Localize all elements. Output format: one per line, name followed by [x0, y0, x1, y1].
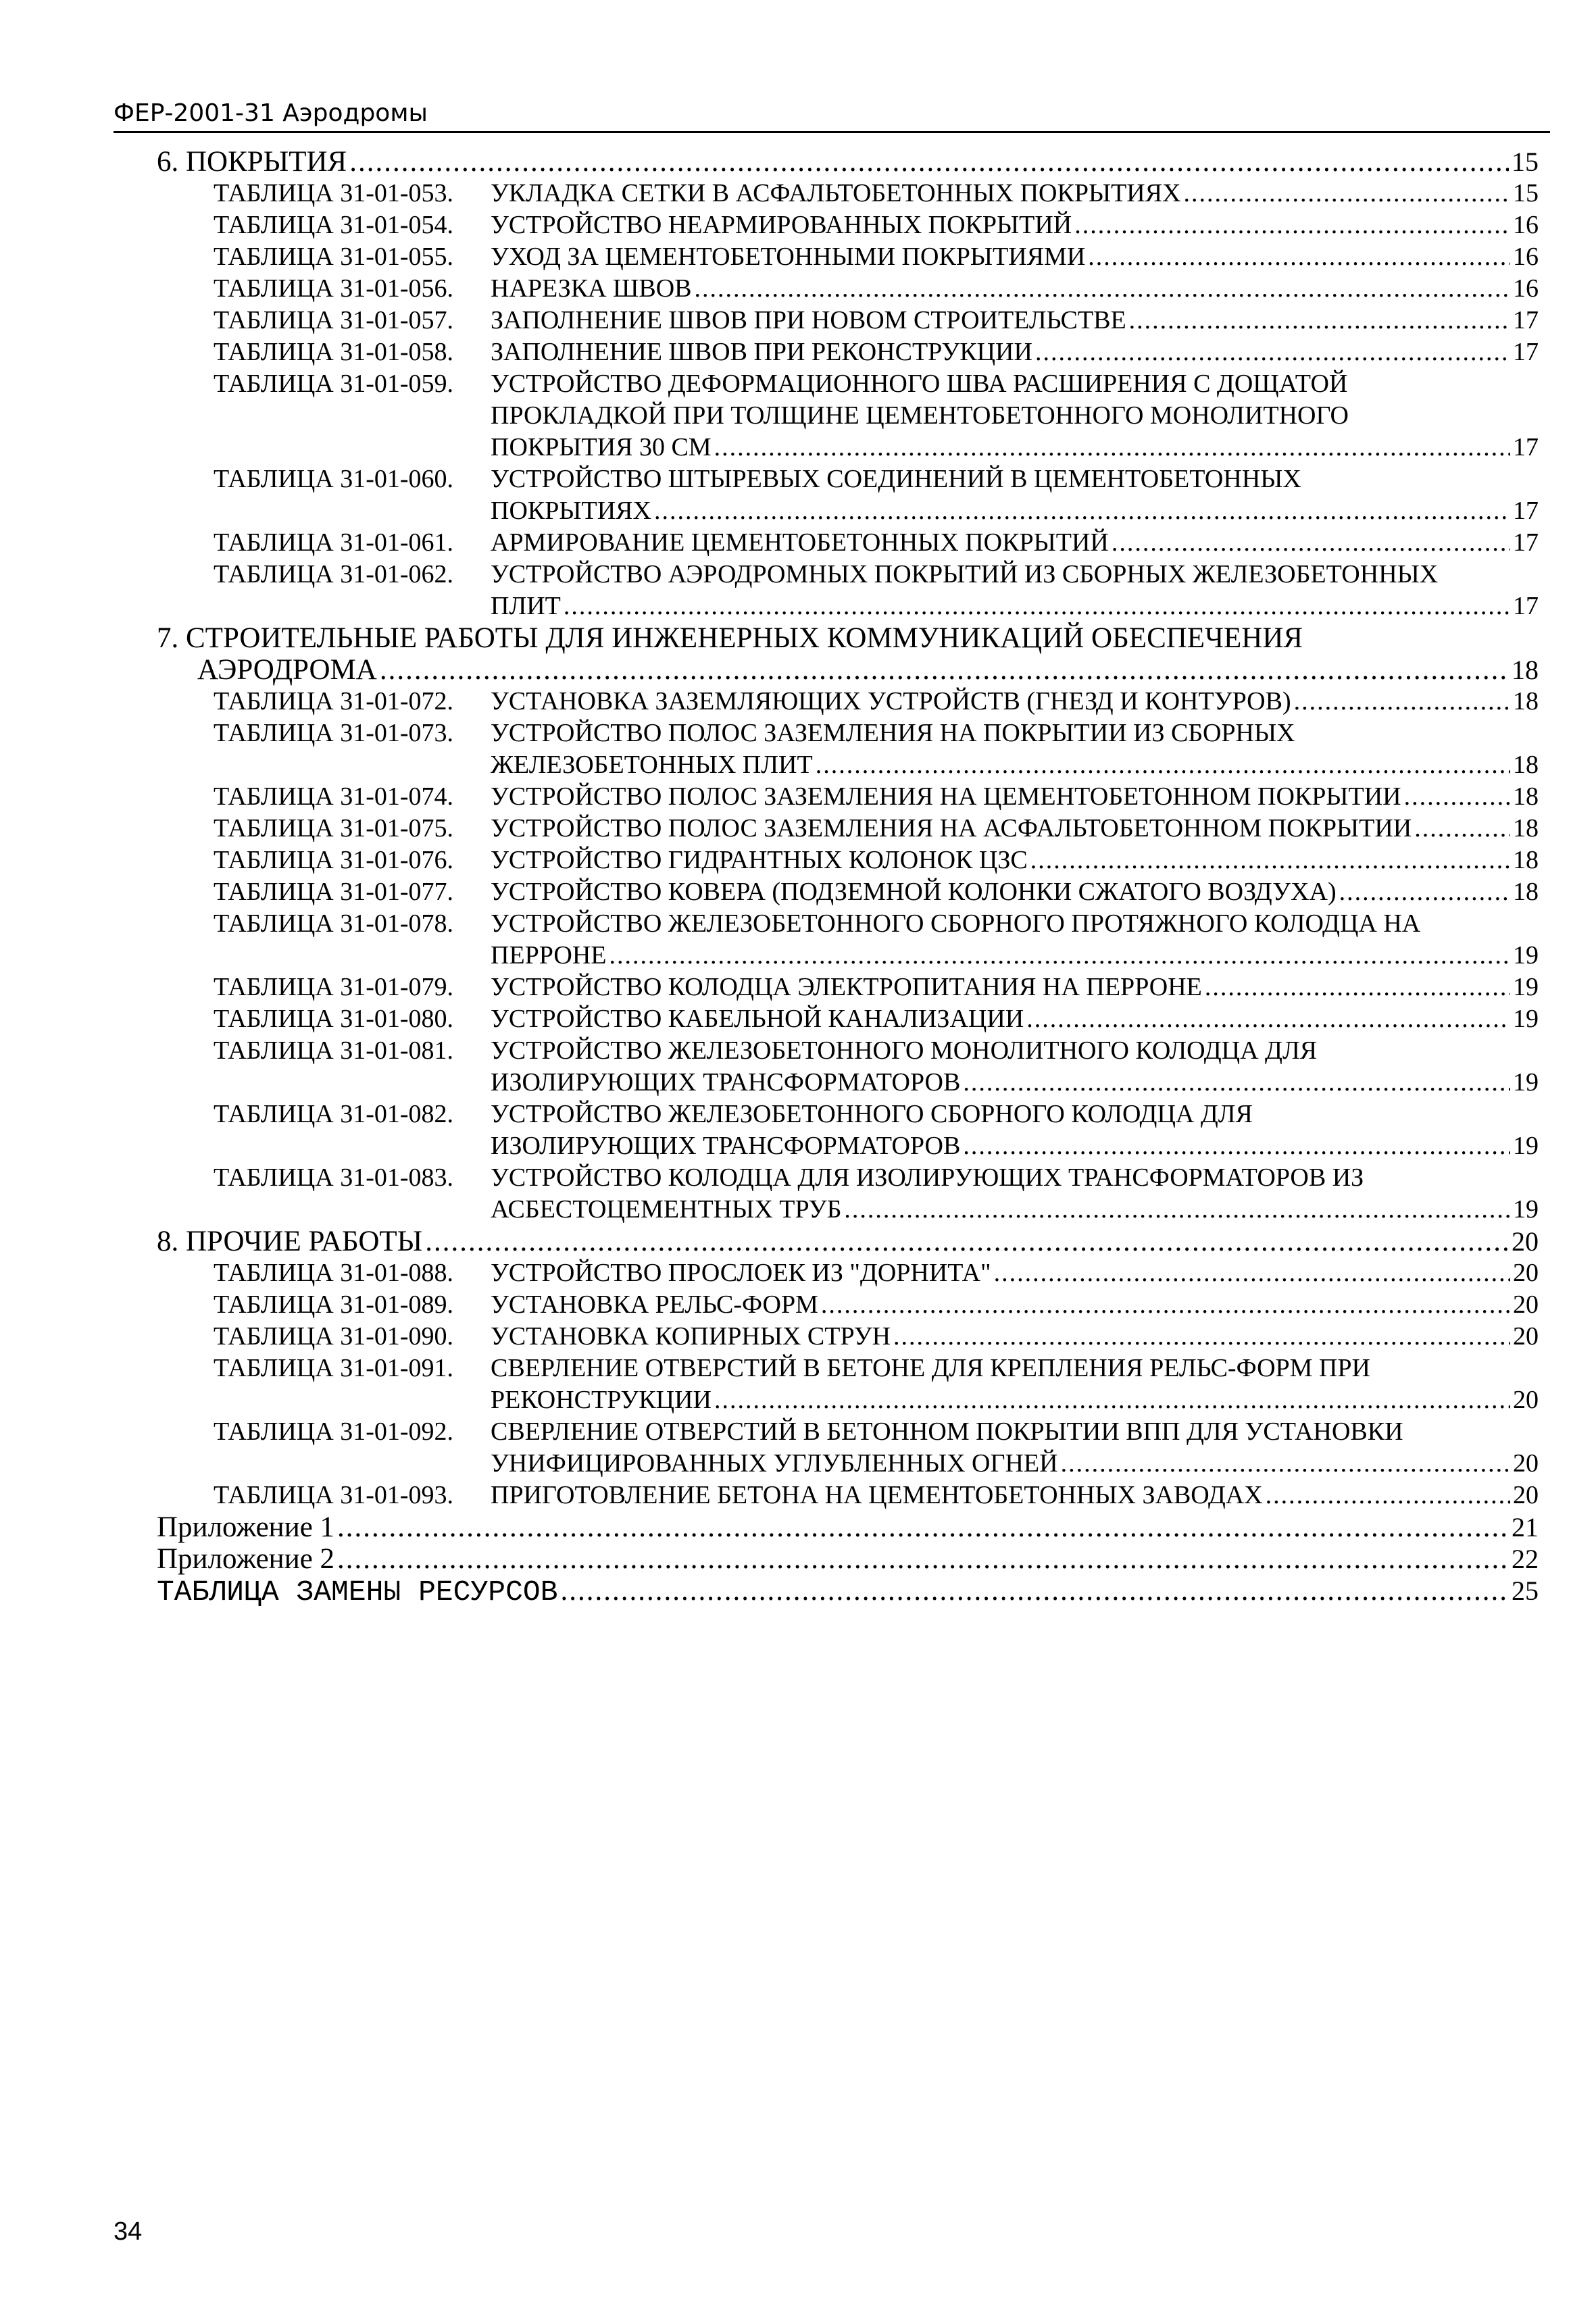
- toc-page-number: 19: [1513, 973, 1539, 1001]
- dot-leader: [1129, 305, 1510, 336]
- dot-leader: [1205, 972, 1510, 1003]
- dot-leader: [963, 1130, 1510, 1162]
- toc-entry-title: ЗАПОЛНЕНИЕ ШВОВ ПРИ НОВОМ СТРОИТЕЛЬСТВЕ: [491, 306, 1126, 334]
- toc-entry-title: УКЛАДКА СЕТКИ В АСФАЛЬТОБЕТОННЫХ ПОКРЫТИЯХ: [491, 179, 1181, 207]
- toc-entry[interactable]: [157, 1194, 1539, 1226]
- toc-entry-title: УСТРОЙСТВО КОЛОДЦА ЭЛЕКТРОПИТАНИЯ НА ПЕРРОНЕ: [491, 973, 1202, 1001]
- dot-leader: [337, 1543, 1509, 1575]
- toc-entry-title: 7. СТРОИТЕЛЬНЫЕ РАБОТЫ ДЛЯ ИНЖЕНЕРНЫХ КОММУНИКАЦИЙ ОБЕСПЕЧЕНИЯ: [157, 622, 1303, 654]
- toc-entry[interactable]: [157, 1130, 1539, 1162]
- toc-page-number: 19: [1513, 941, 1539, 970]
- toc-entry-title: СВЕРЛЕНИЕ ОТВЕРСТИЙ В БЕТОННОМ ПОКРЫТИИ ВПП ДЛЯ УСТАНОВКИ: [491, 1417, 1403, 1446]
- toc-entry[interactable]: [157, 1511, 1539, 1543]
- toc-page-number: 18: [1512, 655, 1539, 685]
- toc-entry-title: ПОКРЫТИЯ 30 СМ: [491, 433, 712, 461]
- toc-page-number: 20: [1513, 1290, 1539, 1319]
- toc-entry[interactable]: [157, 622, 1539, 654]
- toc-table-number: ТАБЛИЦА 31-01-061.: [214, 528, 454, 557]
- toc-page-number: 20: [1513, 1449, 1539, 1478]
- toc-entry[interactable]: [157, 1575, 1539, 1607]
- dot-leader: [1414, 813, 1510, 845]
- toc-entry-title: УСТАНОВКА КОПИРНЫХ СТРУН: [491, 1322, 891, 1351]
- toc-entry-title: ИЗОЛИРУЮЩИХ ТРАНСФОРМАТОРОВ: [491, 1068, 961, 1097]
- toc-page-number: 18: [1513, 846, 1539, 874]
- toc-entry-title: УСТРОЙСТВО ГИДРАНТНЫХ КОЛОНОК ЦЗС: [491, 846, 1028, 874]
- toc-entry-title: УХОД ЗА ЦЕМЕНТОБЕТОННЫМИ ПОКРЫТИЯМИ: [491, 243, 1086, 271]
- toc-page-number: 18: [1513, 687, 1539, 715]
- toc-table-number: ТАБЛИЦА 31-01-055.: [214, 243, 454, 271]
- toc-entry-title: РЕКОНСТРУКЦИИ: [491, 1386, 712, 1414]
- toc-page-number: 20: [1513, 1322, 1539, 1351]
- toc-entry[interactable]: [157, 845, 1539, 876]
- toc-entry-title: УСТРОЙСТВО КОЛОДЦА ДЛЯ ИЗОЛИРУЮЩИХ ТРАНСФОРМАТОРОВ ИЗ: [491, 1163, 1364, 1192]
- toc-entry-title: Приложение 2: [157, 1543, 335, 1575]
- toc-entry[interactable]: [157, 1067, 1539, 1099]
- toc-page-number: 16: [1513, 211, 1539, 239]
- toc-table-number: ТАБЛИЦА 31-01-074.: [214, 782, 454, 811]
- toc-entry[interactable]: [157, 495, 1539, 527]
- toc-table-number: ТАБЛИЦА 31-01-083.: [214, 1163, 454, 1192]
- toc-entry-title: НАРЕЗКА ШВОВ: [491, 274, 692, 303]
- dot-leader: [1339, 876, 1510, 908]
- toc-entry-title: ЗАПОЛНЕНИЕ ШВОВ ПРИ РЕКОНСТРУКЦИИ: [491, 338, 1032, 366]
- dot-leader: [816, 749, 1510, 781]
- toc-entry-title: АЭРОДРОМА: [197, 654, 377, 686]
- dot-leader: [1035, 336, 1510, 368]
- dot-leader: [609, 940, 1510, 972]
- dot-leader: [561, 1575, 1510, 1607]
- toc-entry-title: УСТРОЙСТВО КОВЕРА (ПОДЗЕМНОЙ КОЛОНКИ СЖАТОГО ВОЗДУХА): [491, 878, 1337, 906]
- toc-entry[interactable]: [157, 1448, 1539, 1480]
- toc-table-number: ТАБЛИЦА 31-01-053.: [214, 179, 454, 207]
- toc-page-number: 25: [1512, 1576, 1539, 1606]
- toc-table-number: ТАБЛИЦА 31-01-092.: [214, 1417, 454, 1446]
- toc-page-number: 15: [1513, 179, 1539, 207]
- toc-entry-title: УСТРОЙСТВО ПОЛОС ЗАЗЕМЛЕНИЯ НА ЦЕМЕНТОБЕТОННОМ ПОКРЫТИИ: [491, 782, 1401, 811]
- toc-entry[interactable]: [157, 972, 1539, 1003]
- toc-entry[interactable]: [157, 400, 1539, 432]
- toc-entry[interactable]: [157, 1416, 1539, 1448]
- page-number: 34: [114, 2217, 143, 2246]
- toc-entry-title: УСТРОЙСТВО ЖЕЛЕЗОБЕТОННОГО СБОРНОГО ПРОТЯЖНОГО КОЛОДЦА НА: [491, 909, 1421, 938]
- toc-page-number: 19: [1513, 1005, 1539, 1033]
- toc-entry-title: АРМИРОВАНИЕ ЦЕМЕНТОБЕТОННЫХ ПОКРЫТИЙ: [491, 528, 1109, 557]
- toc-entry[interactable]: [157, 749, 1539, 781]
- toc-table-number: ТАБЛИЦА 31-01-093.: [214, 1481, 454, 1509]
- toc-entry[interactable]: [157, 1162, 1539, 1194]
- dot-leader: [821, 1289, 1510, 1321]
- toc-entry-title: ПРОКЛАДКОЙ ПРИ ТОЛЩИНЕ ЦЕМЕНТОБЕТОННОГО МОНОЛИТНОГО: [491, 401, 1349, 430]
- toc-entry-title: ПЛИТ: [491, 592, 561, 620]
- toc-entry[interactable]: [157, 1003, 1539, 1035]
- dot-leader: [1061, 1448, 1510, 1480]
- dot-leader: [1112, 527, 1510, 559]
- toc-entry-title: УСТРОЙСТВО ПОЛОС ЗАЗЕМЛЕНИЯ НА АСФАЛЬТОБЕТОННОМ ПОКРЫТИИ: [491, 814, 1412, 842]
- toc-entry-title: АСБЕСТОЦЕМЕНТНЫХ ТРУБ: [491, 1195, 842, 1224]
- dot-leader: [349, 146, 1509, 178]
- toc-table-number: ТАБЛИЦА 31-01-058.: [214, 338, 454, 366]
- toc-entry-title: УСТРОЙСТВО ДЕФОРМАЦИОННОГО ШВА РАСШИРЕНИЯ С ДОЩАТОЙ: [491, 370, 1348, 398]
- toc-table-number: ТАБЛИЦА 31-01-078.: [214, 909, 454, 938]
- toc-entry[interactable]: [157, 654, 1539, 686]
- toc-entry-title: 6. ПОКРЫТИЯ: [157, 146, 347, 178]
- dot-leader: [1184, 178, 1510, 209]
- toc-entry[interactable]: [157, 1353, 1539, 1384]
- dot-leader: [1404, 781, 1510, 813]
- toc-entry[interactable]: [157, 527, 1539, 559]
- toc-table-number: ТАБЛИЦА 31-01-059.: [214, 370, 454, 398]
- dot-leader: [714, 432, 1510, 463]
- dot-leader: [654, 495, 1510, 527]
- toc-page-number: 19: [1513, 1195, 1539, 1224]
- toc-entry-title: УСТРОЙСТВО НЕАРМИРОВАННЫХ ПОКРЫТИЙ: [491, 211, 1072, 239]
- toc-page-number: 17: [1513, 592, 1539, 620]
- dot-leader: [695, 273, 1511, 305]
- toc-entry-title: ПРИГОТОВЛЕНИЕ БЕТОНА НА ЦЕМЕНТОБЕТОННЫХ ЗАВОДАХ: [491, 1481, 1263, 1509]
- toc-entry[interactable]: [157, 1543, 1539, 1575]
- toc-entry-title: ИЗОЛИРУЮЩИХ ТРАНСФОРМАТОРОВ: [491, 1132, 961, 1160]
- toc-page-number: 20: [1513, 1259, 1539, 1287]
- toc-table-number: ТАБЛИЦА 31-01-077.: [214, 878, 454, 906]
- toc-page-number: 17: [1513, 338, 1539, 366]
- dot-leader: [1026, 1003, 1510, 1035]
- header-title: ФЕР-2001-31 Аэродромы: [114, 99, 428, 127]
- toc-page-number: 15: [1512, 147, 1539, 177]
- toc-entry-title: 8. ПРОЧИЕ РАБОТЫ: [157, 1226, 423, 1257]
- toc-table-number: ТАБЛИЦА 31-01-076.: [214, 846, 454, 874]
- toc-table-number: ТАБЛИЦА 31-01-072.: [214, 687, 454, 715]
- toc-page-number: 17: [1513, 306, 1539, 334]
- toc-entry-title: УСТРОЙСТВО АЭРОДРОМНЫХ ПОКРЫТИЙ ИЗ СБОРНЫХ ЖЕЛЕЗОБЕТОННЫХ: [491, 560, 1439, 588]
- running-header: [114, 92, 1550, 133]
- toc-entry[interactable]: [157, 718, 1539, 749]
- toc-table-number: ТАБЛИЦА 31-01-056.: [214, 274, 454, 303]
- toc-entry-title: УСТАНОВКА ЗАЗЕМЛЯЮЩИХ УСТРОЙСТВ (ГНЕЗД И КОНТУРОВ): [491, 687, 1291, 715]
- toc-entry[interactable]: [157, 908, 1539, 940]
- toc-entry[interactable]: [157, 686, 1539, 718]
- toc-page-number: 17: [1513, 497, 1539, 525]
- dot-leader: [994, 1257, 1510, 1289]
- toc-entry-title: СВЕРЛЕНИЕ ОТВЕРСТИЙ В БЕТОНЕ ДЛЯ КРЕПЛЕНИЯ РЕЛЬС-ФОРМ ПРИ: [491, 1354, 1370, 1382]
- toc-table-number: ТАБЛИЦА 31-01-073.: [214, 719, 454, 747]
- toc-table-number: ТАБЛИЦА 31-01-081.: [214, 1036, 454, 1065]
- toc-entry-title: ЖЕЛЕЗОБЕТОННЫХ ПЛИТ: [491, 751, 813, 779]
- toc-table-number: ТАБЛИЦА 31-01-079.: [214, 973, 454, 1001]
- toc-table-number: ТАБЛИЦА 31-01-089.: [214, 1290, 454, 1319]
- toc-entry[interactable]: [157, 336, 1539, 368]
- toc-entry-title: УСТРОЙСТВО ПРОСЛОЕК ИЗ "ДОРНИТА": [491, 1259, 991, 1287]
- dot-leader: [1088, 241, 1510, 273]
- dot-leader: [425, 1226, 1509, 1257]
- toc-entry[interactable]: [157, 876, 1539, 908]
- toc-entry[interactable]: [157, 1035, 1539, 1067]
- toc-table-number: ТАБЛИЦА 31-01-090.: [214, 1322, 454, 1351]
- toc-entry-title: УСТРОЙСТВО ШТЫРЕВЫХ СОЕДИНЕНИЙ В ЦЕМЕНТОБЕТОННЫХ: [491, 465, 1301, 493]
- dot-leader: [564, 590, 1510, 622]
- toc-page-number: 17: [1513, 433, 1539, 461]
- dot-leader: [714, 1384, 1510, 1416]
- dot-leader: [893, 1321, 1510, 1353]
- toc-entry-title: ТАБЛИЦА ЗАМЕНЫ РЕСУРСОВ: [157, 1576, 558, 1609]
- dot-leader: [1266, 1480, 1510, 1511]
- toc-entry[interactable]: [157, 432, 1539, 463]
- toc-entry[interactable]: [157, 1480, 1539, 1511]
- table-of-contents: [157, 146, 1539, 1607]
- toc-page-number: 20: [1513, 1386, 1539, 1414]
- toc-entry-title: УСТРОЙСТВО ЖЕЛЕЗОБЕТОННОГО СБОРНОГО КОЛОДЦА ДЛЯ: [491, 1100, 1253, 1128]
- toc-page-number: 18: [1513, 751, 1539, 779]
- toc-entry[interactable]: [157, 368, 1539, 400]
- toc-table-number: ТАБЛИЦА 31-01-082.: [214, 1100, 454, 1128]
- toc-page-number: 18: [1513, 878, 1539, 906]
- dot-leader: [1294, 686, 1510, 718]
- toc-page-number: 16: [1513, 243, 1539, 271]
- toc-page-number: 17: [1513, 528, 1539, 557]
- toc-entry-title: УСТАНОВКА РЕЛЬС-ФОРМ: [491, 1290, 818, 1319]
- toc-entry[interactable]: [157, 1257, 1539, 1289]
- toc-table-number: ТАБЛИЦА 31-01-062.: [214, 560, 454, 588]
- toc-table-number: ТАБЛИЦА 31-01-054.: [214, 211, 454, 239]
- toc-table-number: ТАБЛИЦА 31-01-080.: [214, 1005, 454, 1033]
- toc-entry[interactable]: [157, 813, 1539, 845]
- toc-entry[interactable]: [157, 146, 1539, 178]
- dot-leader: [1030, 845, 1510, 876]
- toc-entry-title: УСТРОЙСТВО КАБЕЛЬНОЙ КАНАЛИЗАЦИИ: [491, 1005, 1024, 1033]
- toc-entry[interactable]: [157, 209, 1539, 241]
- toc-entry[interactable]: [157, 1384, 1539, 1416]
- toc-entry[interactable]: [157, 178, 1539, 209]
- toc-page-number: 16: [1513, 274, 1539, 303]
- toc-table-number: ТАБЛИЦА 31-01-091.: [214, 1354, 454, 1382]
- toc-entry-title: ПЕРРОНЕ: [491, 941, 607, 970]
- dot-leader: [963, 1067, 1510, 1099]
- toc-entry[interactable]: [157, 1321, 1539, 1353]
- toc-entry[interactable]: [157, 559, 1539, 590]
- dot-leader: [844, 1194, 1510, 1226]
- toc-entry-title: УНИФИЦИРОВАННЫХ УГЛУБЛЕННЫХ ОГНЕЙ: [491, 1449, 1058, 1478]
- toc-entry[interactable]: [157, 273, 1539, 305]
- toc-page-number: 18: [1513, 782, 1539, 811]
- toc-table-number: ТАБЛИЦА 31-01-075.: [214, 814, 454, 842]
- toc-entry[interactable]: [157, 305, 1539, 336]
- toc-table-number: ТАБЛИЦА 31-01-088.: [214, 1259, 454, 1287]
- toc-page-number: 19: [1513, 1132, 1539, 1160]
- toc-page-number: 21: [1512, 1512, 1539, 1542]
- toc-entry-title: УСТРОЙСТВО ЖЕЛЕЗОБЕТОННОГО МОНОЛИТНОГО КОЛОДЦА ДЛЯ: [491, 1036, 1318, 1065]
- dot-leader: [1074, 209, 1510, 241]
- toc-entry[interactable]: [157, 463, 1539, 495]
- toc-entry-title: УСТРОЙСТВО ПОЛОС ЗАЗЕМЛЕНИЯ НА ПОКРЫТИИ ИЗ СБОРНЫХ: [491, 719, 1295, 747]
- toc-table-number: ТАБЛИЦА 31-01-057.: [214, 306, 454, 334]
- toc-entry[interactable]: [157, 940, 1539, 972]
- toc-page-number: 18: [1513, 814, 1539, 842]
- toc-entry[interactable]: [157, 1099, 1539, 1130]
- toc-entry[interactable]: [157, 590, 1539, 622]
- toc-entry[interactable]: [157, 1226, 1539, 1257]
- toc-entry[interactable]: [157, 1289, 1539, 1321]
- toc-page-number: 19: [1513, 1068, 1539, 1097]
- toc-entry-title: ПОКРЫТИЯХ: [491, 497, 651, 525]
- dot-leader: [380, 654, 1509, 686]
- toc-entry-title: Приложение 1: [157, 1511, 335, 1543]
- toc-page-number: 20: [1513, 1481, 1539, 1509]
- toc-page-number: 22: [1512, 1544, 1539, 1574]
- toc-page-number: 20: [1512, 1226, 1539, 1257]
- toc-entry[interactable]: [157, 241, 1539, 273]
- toc-entry[interactable]: [157, 781, 1539, 813]
- toc-table-number: ТАБЛИЦА 31-01-060.: [214, 465, 454, 493]
- dot-leader: [337, 1511, 1509, 1543]
